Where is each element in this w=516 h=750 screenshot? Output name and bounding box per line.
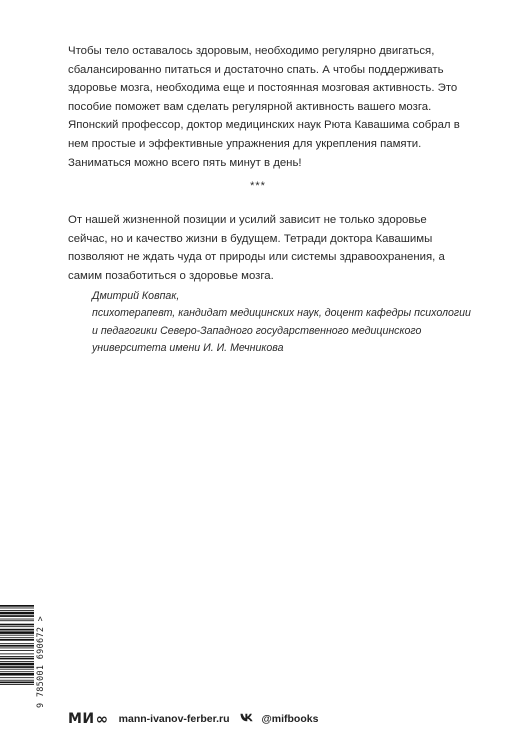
barcode-icon — [0, 603, 34, 720]
section-separator: *** — [250, 180, 266, 192]
author-title-line: и педагогики Северо-Западного государственного медицинского — [92, 324, 422, 337]
social-handle[interactable]: @mifbooks — [261, 713, 319, 725]
vk-icon[interactable] — [240, 713, 254, 725]
logo-letters: МИ — [68, 711, 95, 727]
author-title-line: психотерапевт, кандидат медицинских наук, доцент кафедры психологии — [92, 307, 471, 320]
infinity-icon: ∞ — [95, 710, 109, 728]
publisher-logo — [68, 710, 109, 728]
publisher-footer — [68, 709, 318, 729]
quote-paragraph: От нашей жизненной позиции и усилий зависит не только здоровье сейчас, но и качество жизни в будущем. Тетради доктора Кавашимы позволяют не ждать чуда от природы или системы здравоохранения, а самим позаботиться о здоровье мозга. — [68, 214, 445, 282]
website-link[interactable]: mann-ivanov-ferber.ru — [118, 713, 230, 725]
author-title-line: университета имени И. И. Мечникова — [92, 341, 284, 354]
description-paragraph: Чтобы тело оставалось здоровым, необходимо регулярно двигаться, сбалансированно питаться и достаточно спать. А чтобы поддерживать здоровье мозга, необходима еще и постоянная мозговая активность. Это пособие поможет вам сделать регулярной активность вашего мозга. Японский профессор, доктор медицинских наук Рюта Кавашима собрал в нем простые и эффективные упражнения для укрепления памяти. Заниматься можно всего пять минут в день! — [68, 45, 460, 169]
isbn-number: 9 785001 690672 > — [36, 615, 46, 708]
quote-attribution — [92, 288, 482, 357]
author-name: Дмитрий Ковпак, — [92, 290, 180, 302]
